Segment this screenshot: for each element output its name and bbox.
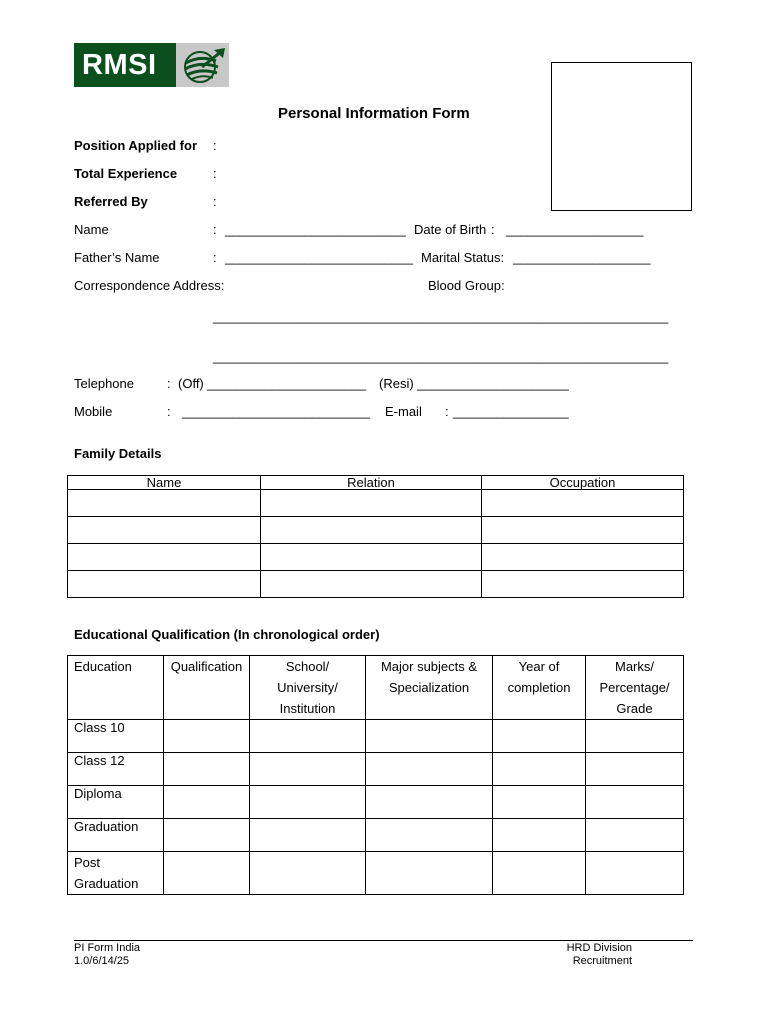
edu-cell[interactable]: [366, 753, 493, 786]
logo-green-block: [74, 43, 176, 87]
experience-sep: :: [213, 166, 217, 181]
table-row: [68, 720, 684, 753]
edu-cell[interactable]: [164, 819, 250, 852]
edu-col-qualification: Qualification: [164, 656, 250, 720]
family-cell[interactable]: [482, 571, 684, 598]
footer-division: HRD Division: [566, 942, 632, 954]
edu-cell[interactable]: [586, 852, 684, 895]
family-cell[interactable]: [482, 544, 684, 571]
edu-cell[interactable]: [366, 786, 493, 819]
education-header-row: [68, 656, 684, 720]
table-row: [68, 786, 684, 819]
telephone-off-label: (Off): [178, 376, 204, 391]
telephone-resi-field[interactable]: _____________________: [417, 376, 569, 391]
company-logo: [74, 43, 229, 87]
dob-label: Date of Birth: [414, 222, 487, 237]
dob-field[interactable]: ___________________: [506, 222, 644, 237]
edu-cell[interactable]: [164, 720, 250, 753]
family-cell[interactable]: [261, 490, 482, 517]
position-sep: :: [213, 138, 217, 153]
family-col-name: Name: [68, 476, 261, 490]
family-header-row: [68, 476, 684, 490]
edu-cell[interactable]: [164, 786, 250, 819]
address-line-2[interactable]: _________________________________________________________________: [213, 350, 669, 364]
edu-cell[interactable]: [250, 720, 366, 753]
edu-cell[interactable]: [366, 819, 493, 852]
family-col-occupation: Occupation: [482, 476, 684, 490]
address-label: Correspondence Address:: [74, 278, 225, 293]
mobile-field[interactable]: __________________________: [182, 404, 370, 419]
name-sep: :: [213, 222, 217, 237]
table-row: [68, 819, 684, 852]
family-cell[interactable]: [68, 544, 261, 571]
family-heading: Family Details: [74, 446, 162, 461]
edu-cell[interactable]: [493, 720, 586, 753]
family-cell[interactable]: [261, 517, 482, 544]
edu-cell[interactable]: [250, 852, 366, 895]
edu-col-marks: Marks/ Percentage/ Grade: [586, 656, 684, 720]
edu-cell[interactable]: [493, 819, 586, 852]
edu-row-label: Graduation: [68, 819, 164, 852]
edu-cell[interactable]: [366, 852, 493, 895]
referred-label: Referred By: [74, 194, 148, 209]
edu-cell[interactable]: [586, 786, 684, 819]
edu-cell[interactable]: [586, 819, 684, 852]
edu-cell[interactable]: [493, 753, 586, 786]
marital-field[interactable]: ___________________: [513, 250, 651, 265]
family-col-relation: Relation: [261, 476, 482, 490]
telephone-resi-label: (Resi): [379, 376, 414, 391]
referred-sep: :: [213, 194, 217, 209]
family-cell[interactable]: [482, 490, 684, 517]
mobile-label: Mobile: [74, 404, 113, 419]
father-sep: :: [213, 250, 217, 265]
edu-row-label: Post Graduation: [68, 852, 164, 895]
footer-left: [74, 942, 140, 968]
name-label: Name: [74, 222, 109, 237]
name-field[interactable]: _________________________: [225, 222, 406, 237]
edu-cell[interactable]: [250, 753, 366, 786]
dob-sep: :: [491, 222, 495, 237]
edu-row-label: Class 12: [68, 753, 164, 786]
footer-right: [562, 942, 632, 968]
email-field[interactable]: ________________: [453, 404, 569, 419]
family-cell[interactable]: [68, 490, 261, 517]
edu-cell[interactable]: [493, 852, 586, 895]
logo-text: RMSI: [82, 49, 157, 81]
telephone-off-field[interactable]: ______________________: [207, 376, 367, 391]
experience-label: Total Experience: [74, 166, 178, 181]
footer-form-name: PI Form India: [74, 942, 141, 954]
table-row: [68, 544, 684, 571]
edu-col-education: Education: [68, 656, 164, 720]
position-label: Position Applied for: [74, 138, 198, 153]
blood-label: Blood Group:: [428, 278, 505, 293]
table-row: [68, 571, 684, 598]
edu-cell[interactable]: [164, 753, 250, 786]
edu-col-school: School/ University/ Institution: [250, 656, 366, 720]
family-cell[interactable]: [68, 517, 261, 544]
address-line-1[interactable]: _________________________________________________________________: [213, 310, 669, 324]
edu-cell[interactable]: [250, 786, 366, 819]
education-heading: Educational Qualification (In chronological order): [74, 627, 380, 642]
email-sep: :: [445, 404, 449, 419]
mobile-sep: :: [167, 404, 171, 419]
form-title: Personal Information Form: [278, 105, 470, 122]
family-cell[interactable]: [261, 544, 482, 571]
family-cell[interactable]: [482, 517, 684, 544]
telephone-sep: :: [167, 376, 171, 391]
marital-label: Marital Status:: [421, 250, 505, 265]
education-table: [67, 655, 684, 895]
footer-version: 1.0/6/14/25: [74, 955, 130, 967]
edu-cell[interactable]: [250, 819, 366, 852]
family-cell[interactable]: [68, 571, 261, 598]
edu-cell[interactable]: [366, 720, 493, 753]
photo-box[interactable]: [551, 62, 692, 211]
table-row: [68, 753, 684, 786]
globe-arrow-icon: [178, 45, 228, 85]
family-cell[interactable]: [261, 571, 482, 598]
edu-cell[interactable]: [586, 753, 684, 786]
footer-divider: [74, 940, 693, 941]
edu-cell[interactable]: [493, 786, 586, 819]
table-row: [68, 517, 684, 544]
table-row: [68, 852, 684, 895]
edu-row-label: Class 10: [68, 720, 164, 753]
father-label: Father’s Name: [74, 250, 160, 265]
telephone-label: Telephone: [74, 376, 134, 391]
edu-row-label: Diploma: [68, 786, 164, 819]
edu-col-subjects: Major subjects & Specialization: [366, 656, 493, 720]
edu-cell[interactable]: [586, 720, 684, 753]
edu-col-year: Year of completion: [493, 656, 586, 720]
table-row: [68, 490, 684, 517]
edu-cell[interactable]: [164, 852, 250, 895]
email-label: E-mail: [385, 404, 422, 419]
footer-department: Recruitment: [572, 955, 632, 967]
father-field[interactable]: __________________________: [225, 250, 413, 265]
family-table: [67, 475, 684, 598]
